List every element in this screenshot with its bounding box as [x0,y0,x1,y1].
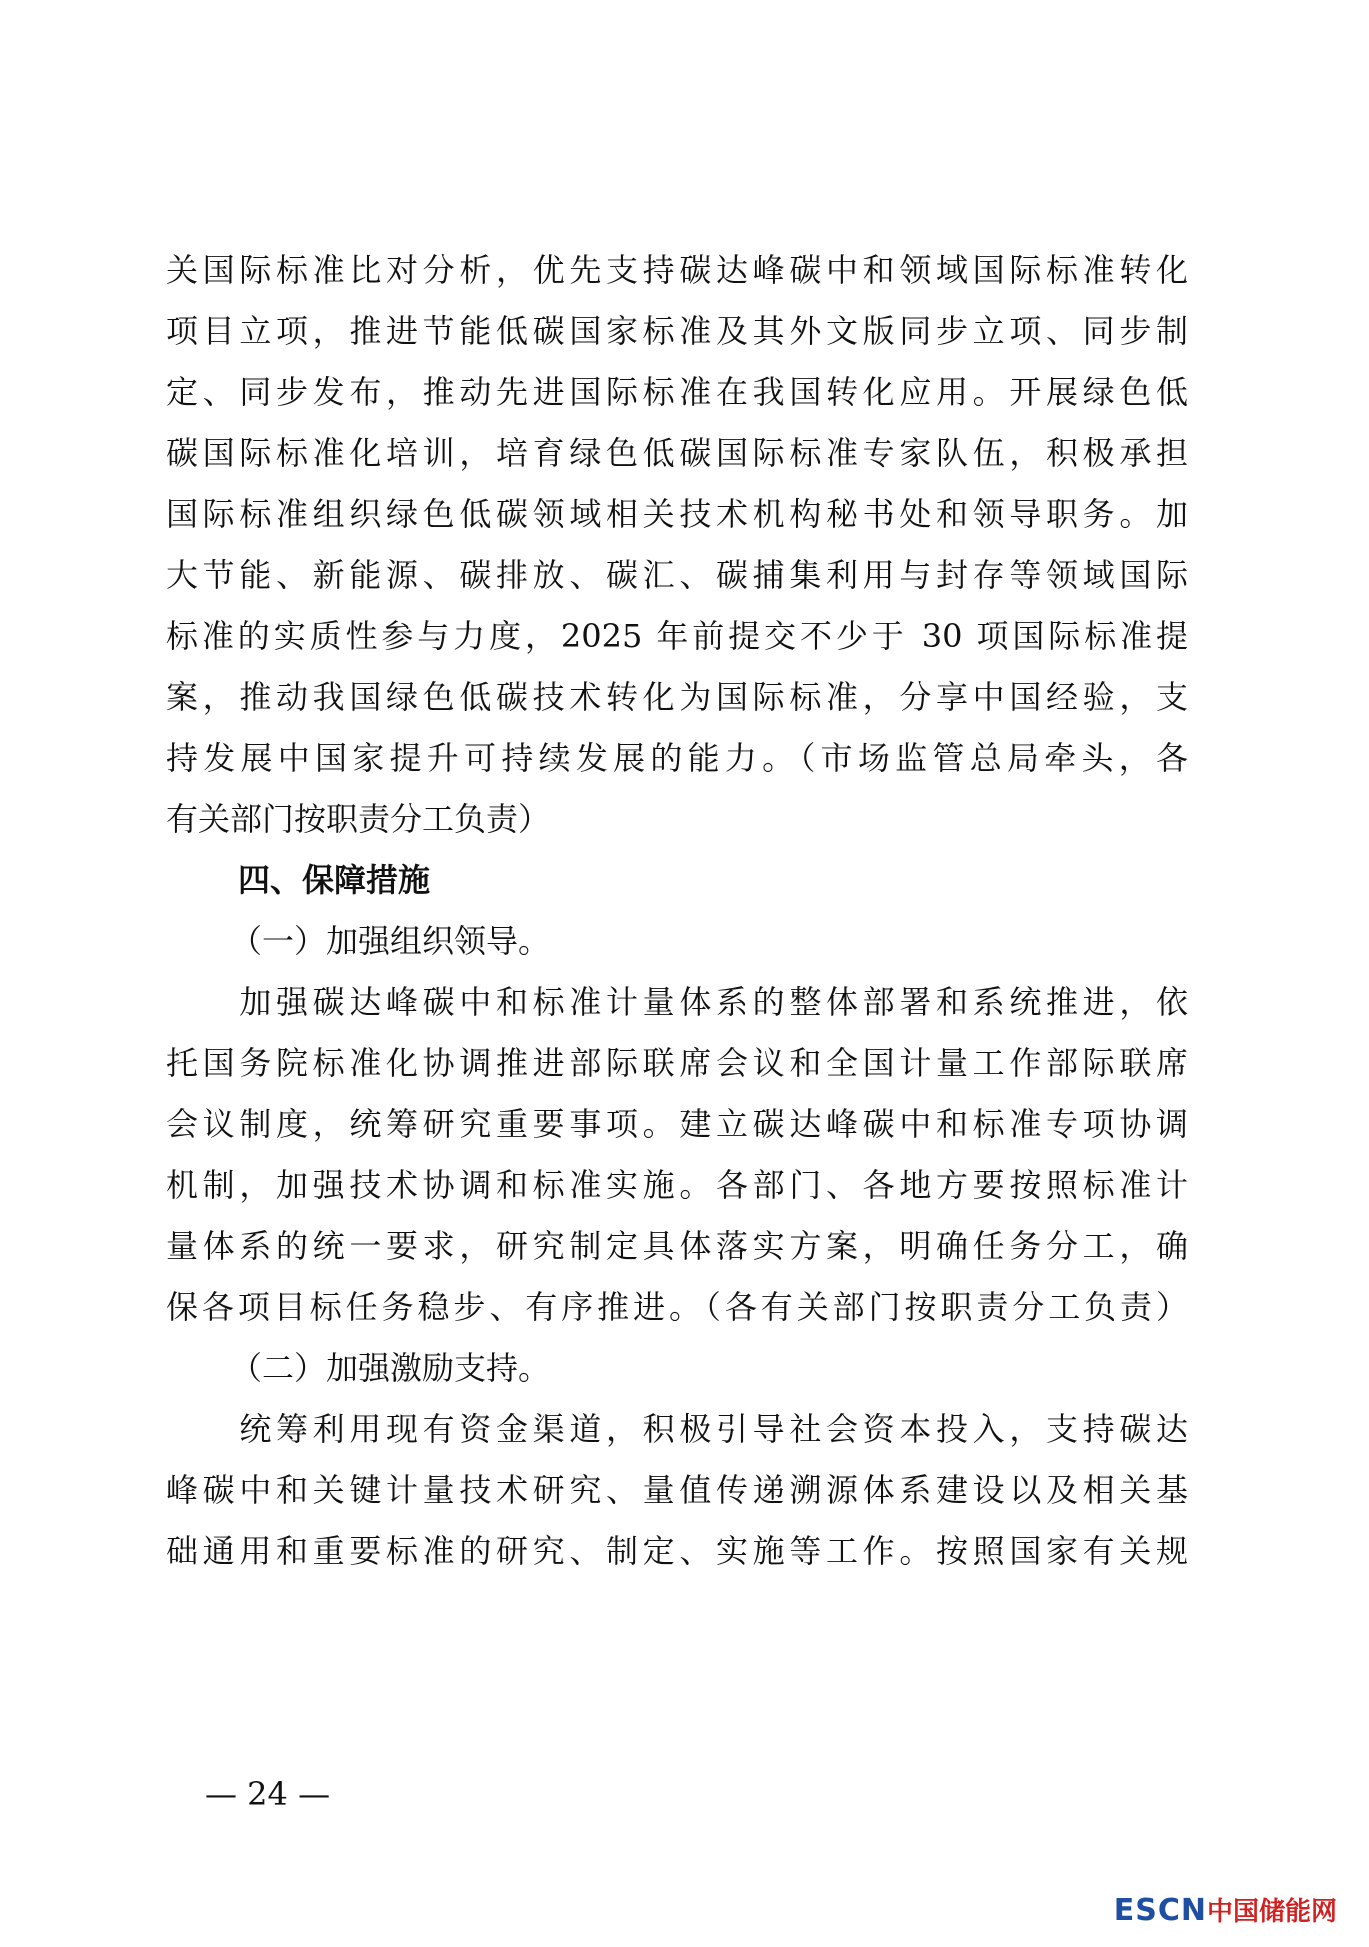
subsection-heading-2: （二）加强激励支持。 [230,1349,551,1387]
body-line: 有关部门按职责分工负责） [166,800,551,838]
page-number: — 24 — [205,1775,331,1813]
body-line: 标准的实质性参与力度，2025 年前提交不少于 30 项国际标准提 [166,617,1188,655]
body-line: 大节能、新能源、碳排放、碳汇、碳捕集利用与封存等领域国际 [166,556,1188,594]
body-line: 机制，加强技术协调和标准实施。各部门、各地方要按照标准计 [166,1166,1188,1204]
body-line: 国际标准组织绿色低碳领域相关技术机构秘书处和领导职务。加 [166,495,1188,533]
watermark-logo-cn: 中国储能网 [1206,1897,1337,1927]
body-line: 加强碳达峰碳中和标准计量体系的整体部署和系统推进，依 [166,983,1188,1021]
watermark-logo-en: ESCN [1113,1893,1207,1928]
body-line: 量体系的统一要求，研究制定具体落实方案，明确任务分工，确 [166,1227,1188,1265]
section-heading: 四、保障措施 [238,861,431,899]
body-line: 碳国际标准化培训，培育绿色低碳国际标准专家队伍，积极承担 [166,434,1188,472]
body-line: 项目立项，推进节能低碳国家标准及其外文版同步立项、同步制 [166,312,1188,350]
body-line: 峰碳中和关键计量技术研究、量值传递溯源体系建设以及相关基 [166,1471,1188,1509]
body-line: 础通用和重要标准的研究、制定、实施等工作。按照国家有关规 [166,1532,1188,1570]
body-line: 案，推动我国绿色低碳技术转化为国际标准，分享中国经验，支 [166,678,1188,716]
body-line: 定、同步发布，推动先进国际标准在我国转化应用。开展绿色低 [166,373,1188,411]
body-line: 统筹利用现有资金渠道，积极引导社会资本投入，支持碳达 [166,1410,1188,1448]
body-line: 保各项目标任务稳步、有序推进。（各有关部门按职责分工负责） [166,1288,1188,1326]
subsection-heading-1: （一）加强组织领导。 [230,922,551,960]
body-line: 托国务院标准化协调推进部际联席会议和全国计量工作部际联席 [166,1044,1188,1082]
body-line: 持发展中国家提升可持续发展的能力。（市场监管总局牵头，各 [166,739,1188,777]
body-line: 会议制度，统筹研究重要事项。建立碳达峰碳中和标准专项协调 [166,1105,1188,1143]
body-line: 关国际标准比对分析，优先支持碳达峰碳中和领域国际标准转化 [166,251,1188,289]
watermark-logo [1114,1894,1337,1929]
document-body [166,240,1188,1582]
